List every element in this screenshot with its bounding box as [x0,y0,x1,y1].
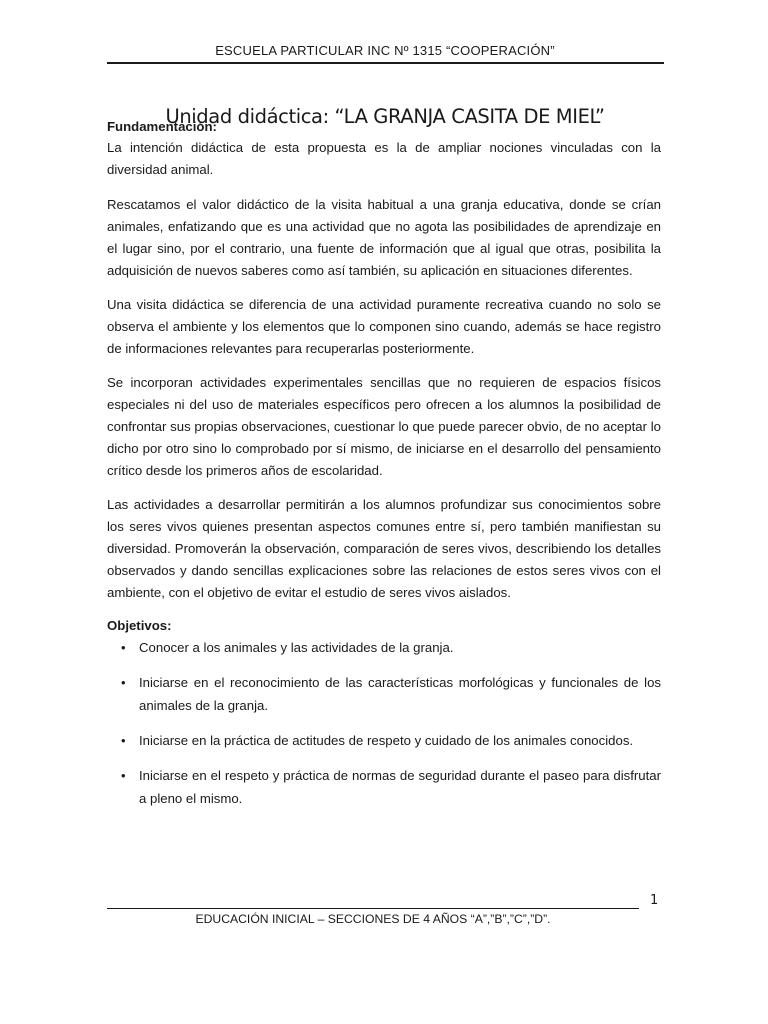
page-footer: EDUCACIÓN INICIAL – SECCIONES DE 4 AÑOS “A”,”B”,”C”,”D”. [195,912,551,926]
objective-text: Iniciarse en la práctica de actitudes de respeto y cuidado de los animales conocidos. [139,733,634,748]
footer-divider [107,908,639,909]
fundamentacion-paragraph: La intención didáctica de esta propuesta es la de ampliar nociones vinculadas con la diversidad animal. [107,140,661,177]
fundamentacion-paragraph: Se incorporan actividades experimentales sencillas que no requieren de espacios físicos especiales ni del uso de materiales específicos pero ofrecen a los alumnos la posibilidad de confrontar sus propias observaciones, cuestionar lo que puede parecer obvio, de no aceptar lo dicho por otro sino lo comprobado por sí mismo, de iniciarse en el desarrollo del pensamiento crítico desde los primeros años de escolaridad. [107,375,661,478]
fundamentacion-paragraph: Rescatamos el valor didáctico de la visita habitual a una granja educativa, donde se crían animales, enfatizando que es una actividad que no agota las posibilidades de aprendizaje en el lugar sino, por el contrario, una fuente de información que al igual que otras, posibilita la adquisición de nuevos saberes como así también, su aplicación en situaciones diferentes. [107,197,661,278]
fundamentacion-heading: Fundamentación: [107,119,217,134]
list-item [107,729,661,752]
objective-text: Iniciarse en el reconocimiento de las características morfológicas y funcionales de los animales de la granja. [139,675,661,713]
objetivos-heading: Objetivos: [107,618,172,633]
header-divider [107,62,664,64]
list-item [107,671,661,717]
fundamentacion-paragraph: Una visita didáctica se diferencia de una actividad puramente recreativa cuando no solo se observa el ambiente y los elementos que lo componen sino cuando, además se hace registro de informaciones relevantes para recuperarlas posteriormente. [107,297,661,356]
page-header: ESCUELA PARTICULAR INC Nº 1315 “COOPERACIÓN” [215,43,555,58]
objective-text: Conocer a los animales y las actividades de la granja. [139,640,454,655]
objective-text: Iniciarse en el respeto y práctica de normas de seguridad durante el paseo para disfrutar a pleno el mismo. [139,768,661,806]
document-body [107,117,661,822]
page-number: 1 [650,893,659,908]
fundamentacion-paragraph: Las actividades a desarrollar permitirán a los alumnos profundizar sus conocimientos sobre los seres vivos quienes presentan aspectos comunes entre sí, pero también manifiestan su diversidad. Promoverán la observación, comparación de seres vivos, describiendo los detalles observados y dando sencillas explicaciones sobre las relaciones de estos seres vivos con el ambiente, con el objetivo de evitar el estudio de seres vivos aislados. [107,497,661,600]
bullet-icon: • [121,733,126,748]
list-item [107,764,661,810]
bullet-icon: • [121,768,126,783]
objectives-list [107,636,661,810]
bullet-icon: • [121,640,126,655]
document-title: Unidad didáctica: “LA GRANJA CASITA DE MIEL” [165,105,605,129]
list-item [107,636,661,659]
bullet-icon: • [121,675,126,690]
